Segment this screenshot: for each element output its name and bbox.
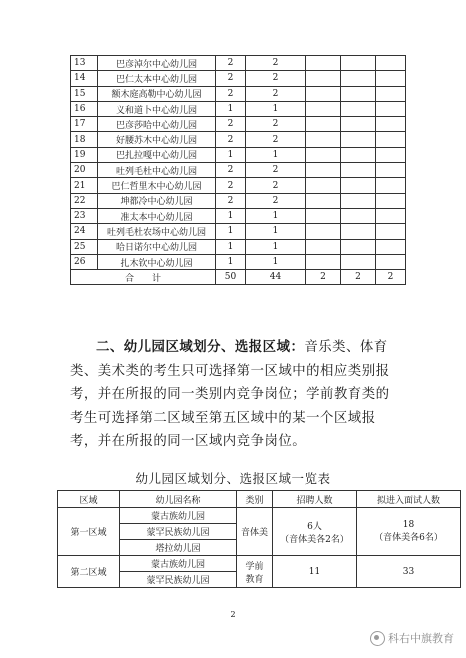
quota-cell: 2 [246, 56, 306, 71]
kindergarten-name: 哈日诺尔中心幼儿园 [98, 239, 216, 254]
quota-cell: 2 [246, 178, 306, 193]
quota-cell: 2 [216, 86, 246, 101]
total-label: 合 计 [71, 270, 216, 285]
kindergarten-name: 巴彦淖尔中心幼儿园 [98, 56, 216, 71]
table-row [71, 193, 406, 208]
quota-cell [306, 86, 341, 101]
quota-cell [376, 193, 406, 208]
interview-count: 18 [402, 520, 415, 530]
quota-cell: 1 [246, 239, 306, 254]
school-name: 蒙罕民族幼儿园 [120, 572, 237, 588]
kindergarten-quota-table [70, 55, 406, 285]
quota-cell: 1 [246, 208, 306, 223]
quota-cell [306, 117, 341, 132]
total-cell: 2 [306, 270, 341, 285]
quota-cell [306, 147, 341, 162]
paragraph-line: 考生可选择第二区域至第五区域中的某一个区域报 [70, 410, 376, 426]
quota-cell [306, 132, 341, 147]
header-cell: 区域 [58, 491, 120, 508]
table-row [71, 147, 406, 162]
quota-cell: 1 [216, 101, 246, 116]
row-number: 19 [71, 147, 98, 162]
quota-cell [341, 71, 376, 86]
quota-cell: 1 [216, 254, 246, 269]
quota-cell: 1 [246, 254, 306, 269]
quota-cell: 1 [246, 101, 306, 116]
quota-cell [306, 193, 341, 208]
header-cell: 幼儿园名称 [120, 491, 237, 508]
quota-cell [306, 101, 341, 116]
quota-cell: 2 [216, 163, 246, 178]
total-row [71, 270, 406, 285]
quota-cell [341, 163, 376, 178]
table-row [58, 508, 461, 524]
interview-count-cell [357, 508, 461, 556]
table-row [71, 178, 406, 193]
quota-cell [306, 239, 341, 254]
region-name: 第二区域 [58, 556, 120, 588]
total-cell: 50 [216, 270, 246, 285]
quota-cell: 2 [216, 117, 246, 132]
quota-cell [341, 56, 376, 71]
section-2-heading: 二、幼儿园区域划分、选报区域： [96, 340, 305, 355]
quota-cell: 2 [246, 86, 306, 101]
quota-cell [341, 117, 376, 132]
table-row [71, 86, 406, 101]
category-cell: 音体美 [237, 508, 273, 556]
paragraph-line: 类、美术类的考生只可选择第一区域中的相应类别报 [70, 363, 390, 379]
quota-cell [341, 178, 376, 193]
school-name: 蒙古族幼儿园 [120, 508, 237, 524]
school-name: 蒙罕民族幼儿园 [120, 524, 237, 540]
quota-cell [341, 132, 376, 147]
paragraph-text: 音乐类、体育 [304, 340, 388, 355]
row-number: 14 [71, 71, 98, 86]
page-number: 2 [230, 610, 236, 619]
table-row [71, 71, 406, 86]
quota-cell [376, 208, 406, 223]
kindergarten-name: 扎木钦中心幼儿园 [98, 254, 216, 269]
table-row [71, 224, 406, 239]
row-number: 20 [71, 163, 98, 178]
kindergarten-name: 巴扎拉嘎中心幼儿园 [98, 147, 216, 162]
category-cell [237, 556, 273, 588]
row-number: 26 [71, 254, 98, 269]
kindergarten-name: 巴仁太本中心幼儿园 [98, 71, 216, 86]
quota-cell: 1 [216, 224, 246, 239]
table-row [58, 556, 461, 572]
table-row [71, 254, 406, 269]
quota-cell [376, 147, 406, 162]
quota-cell [306, 224, 341, 239]
quota-cell [376, 132, 406, 147]
region-table-header [58, 491, 461, 508]
table-row [71, 132, 406, 147]
total-cell: 44 [246, 270, 306, 285]
quota-cell [306, 178, 341, 193]
quota-cell: 2 [246, 163, 306, 178]
header-cell: 类别 [237, 491, 273, 508]
total-cell: 2 [341, 270, 376, 285]
kindergarten-name: 准太本中心幼儿园 [98, 208, 216, 223]
quota-cell: 2 [216, 71, 246, 86]
row-number: 22 [71, 193, 98, 208]
quota-cell [306, 56, 341, 71]
section-2-paragraph [70, 336, 400, 454]
quota-cell: 1 [216, 147, 246, 162]
quota-cell [376, 86, 406, 101]
region-table [57, 490, 461, 588]
region-table-title: 幼儿园区域划分、选报区域一览表 [135, 471, 331, 486]
table-row [71, 117, 406, 132]
kindergarten-name: 坤都冷中心幼儿园 [98, 193, 216, 208]
quota-cell [341, 224, 376, 239]
row-number: 25 [71, 239, 98, 254]
quota-cell [341, 239, 376, 254]
kindergarten-name: 好腰苏木中心幼儿园 [98, 132, 216, 147]
quota-cell: 2 [216, 132, 246, 147]
quota-cell [341, 193, 376, 208]
watermark [370, 630, 454, 646]
quota-cell: 2 [246, 117, 306, 132]
row-number: 13 [71, 56, 98, 71]
category-line: 学前 [245, 561, 264, 572]
kindergarten-name: 义和道卜中心幼儿园 [98, 101, 216, 116]
row-number: 21 [71, 178, 98, 193]
quota-cell [341, 147, 376, 162]
quota-cell: 2 [246, 132, 306, 147]
header-cell: 招聘人数 [273, 491, 357, 508]
quota-cell [376, 239, 406, 254]
row-number: 24 [71, 224, 98, 239]
region-name: 第一区域 [58, 508, 120, 556]
hire-count-cell [273, 508, 357, 556]
quota-cell [341, 254, 376, 269]
quota-cell: 1 [216, 208, 246, 223]
quota-cell [376, 224, 406, 239]
paragraph-line: 考，并在所报的同一区域内竞争岗位。 [70, 434, 307, 449]
quota-cell: 1 [216, 239, 246, 254]
row-number: 15 [71, 86, 98, 101]
table-row [71, 101, 406, 116]
total-cell: 2 [376, 270, 406, 285]
kindergarten-name: 吐列毛杜中心幼儿园 [98, 163, 216, 178]
quota-cell [376, 163, 406, 178]
quota-cell: 2 [216, 56, 246, 71]
paragraph-line-1 [70, 336, 400, 360]
quota-cell [306, 208, 341, 223]
watermark-text: 科右中旗教育 [388, 632, 454, 645]
row-number: 17 [71, 117, 98, 132]
kindergarten-name: 额木庭高勒中心幼儿园 [98, 86, 216, 101]
category-line: 教育 [245, 574, 264, 585]
hire-count: 11 [273, 556, 357, 588]
quota-cell: 2 [246, 193, 306, 208]
quota-cell [306, 71, 341, 86]
paragraph-line: 考，并在所报的同一类别内竞争岗位；学前教育类的 [70, 387, 390, 402]
quota-cell: 2 [246, 71, 306, 86]
hire-note: （音体美各2名） [280, 534, 349, 545]
quota-cell [376, 178, 406, 193]
quota-cell [341, 208, 376, 223]
school-name: 塔拉幼儿园 [120, 540, 237, 556]
interview-count: 33 [357, 556, 461, 588]
table-row [71, 208, 406, 223]
quota-cell: 2 [216, 193, 246, 208]
quota-cell [306, 254, 341, 269]
kindergarten-name: 吐列毛杜农场中心幼儿园 [98, 224, 216, 239]
table-row [71, 163, 406, 178]
kindergarten-name: 巴仁哲里木中心幼儿园 [98, 178, 216, 193]
quota-cell [376, 117, 406, 132]
quota-cell [341, 86, 376, 101]
table-row [71, 56, 406, 71]
quota-cell: 1 [246, 224, 306, 239]
quota-cell [376, 71, 406, 86]
quota-cell: 1 [246, 147, 306, 162]
row-number: 23 [71, 208, 98, 223]
quota-cell: 2 [216, 178, 246, 193]
quota-cell [376, 254, 406, 269]
row-number: 16 [71, 101, 98, 116]
quota-cell [306, 163, 341, 178]
kindergarten-name: 巴彦莎哈中心幼儿园 [98, 117, 216, 132]
header-cell: 拟进入面试人数 [357, 491, 461, 508]
quota-cell [341, 101, 376, 116]
wechat-logo-icon [370, 631, 385, 646]
interview-note: （音体美各6名） [374, 533, 443, 543]
table-row [71, 239, 406, 254]
school-name: 蒙古族幼儿园 [120, 556, 237, 572]
row-number: 18 [71, 132, 98, 147]
quota-cell [376, 101, 406, 116]
quota-cell [376, 56, 406, 71]
hire-count: 6人 [307, 521, 322, 532]
